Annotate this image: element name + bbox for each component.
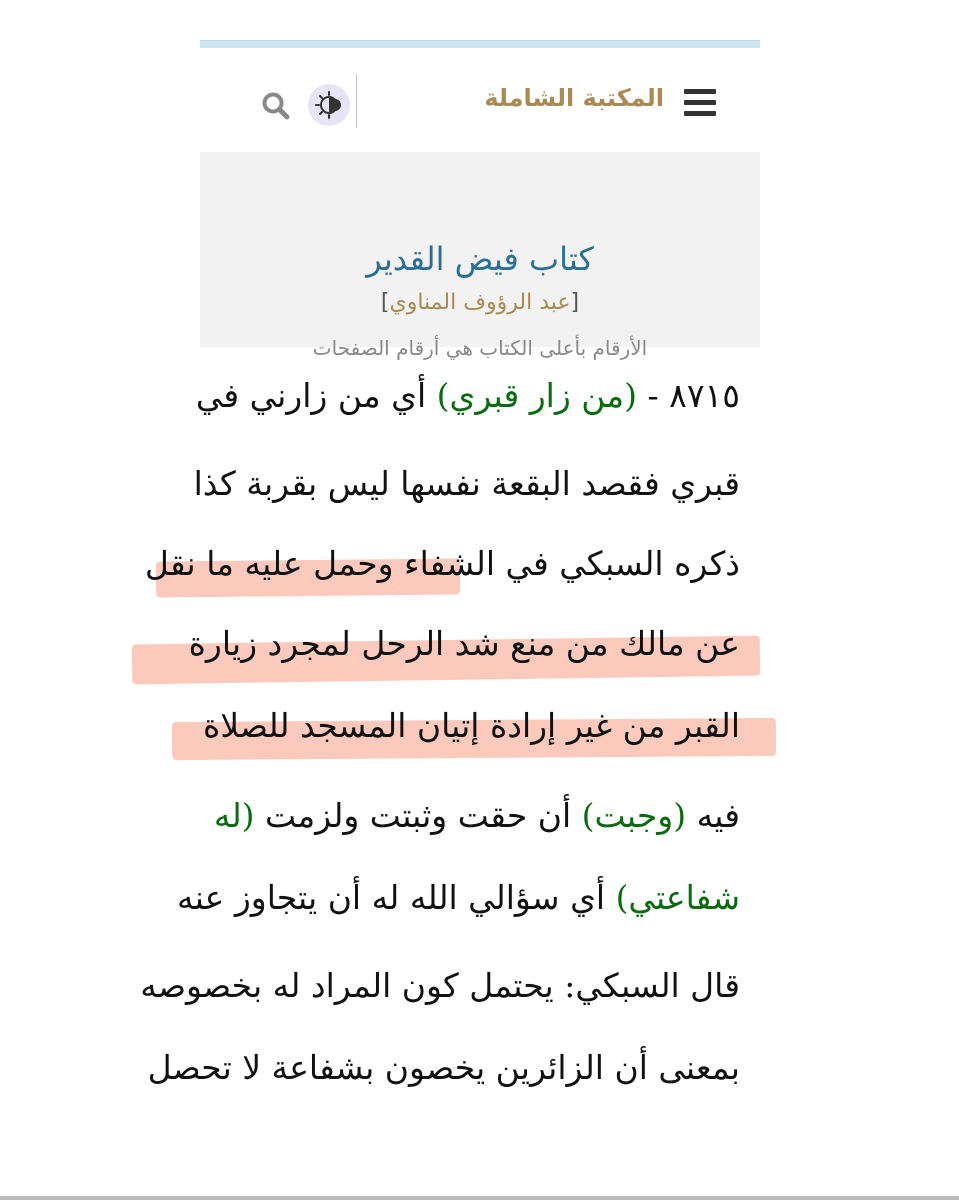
book-info-card [200,152,760,360]
bracket-open: [ [570,290,580,315]
book-author[interactable]: عبد الرؤوف المناوي [389,290,571,315]
hadith-quote: شفاعتي) [615,878,740,917]
text-line-8: قال السبكي: يحتمل كون المراد له بخصوصه [140,966,740,1005]
search-icon[interactable] [260,90,292,122]
commentary-text: فيه [686,796,740,835]
commentary-text: أن حقت وثبتت ولزمت [254,796,582,835]
text-line-1 [150,360,740,448]
text-line-5: القبر من غير إرادة إتيان المسجد للصلاة [202,706,740,745]
bottom-rule [0,1196,959,1200]
text-line-3: ذكره السبكي في الشفاء وحمل عليه ما نقل [144,544,740,583]
text-line-6 [150,780,740,868]
book-title[interactable]: كتاب فيض القدير [366,240,594,278]
hadith-number: ٨٧١٥ - [636,376,740,415]
site-title[interactable]: المكتبة الشاملة [484,84,664,112]
text-line-2: قبري فقصد البقعة نفسها ليس بقربة كذا [193,464,740,503]
text-line-7 [150,862,740,950]
hadith-quote: (وجبت) [581,796,687,835]
hadith-quote: (من زار قبري) [436,376,637,415]
commentary-text: أي من زارني في [195,376,437,415]
theme-toggle-icon[interactable] [308,84,350,126]
text-line-9: بمعنى أن الزائرين يخصون بشفاعة لا تحصل [147,1048,740,1087]
commentary-text: أي سؤالي الله له أن يتجاوز عنه [177,878,616,917]
book-note-cut: الأرقام بأعلى الكتاب هي أرقام الصفحات [312,336,648,360]
hamburger-menu-icon[interactable] [684,89,716,117]
text-line-4: عن مالك من منع شد الرحل لمجرد زيارة [188,624,740,663]
bracket-close: ] [380,290,390,315]
header-divider [356,74,357,128]
book-text-page [140,360,740,1120]
book-author-line [200,290,760,315]
hadith-quote: (له [213,796,255,835]
site-header [200,48,760,152]
